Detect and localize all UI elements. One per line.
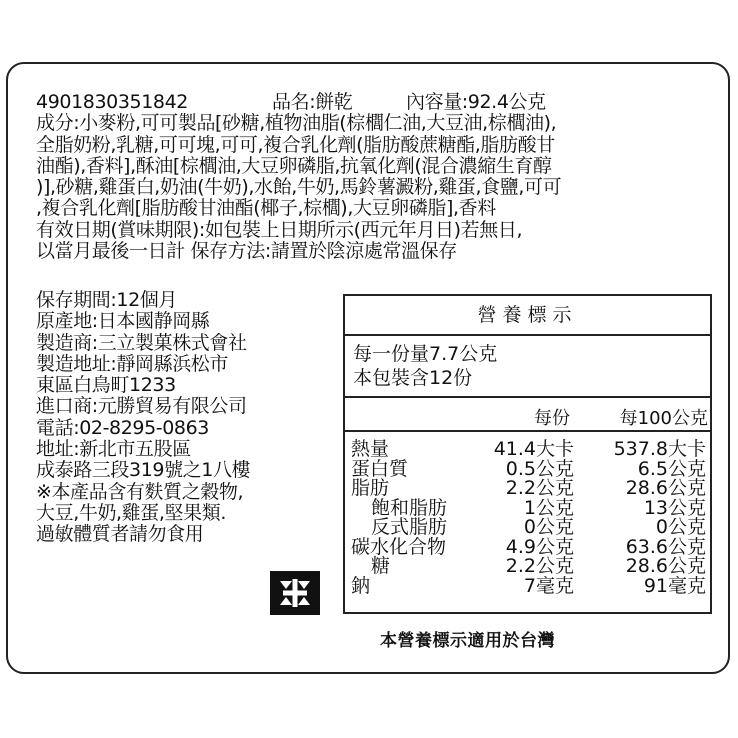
per-serving-value: 41.4大卡 (493, 438, 574, 460)
nutrition-title: 營養標示 (345, 296, 710, 336)
per-100g-value: 63.6公克 (625, 535, 706, 558)
barcode-number: 4901830351842 (36, 91, 188, 113)
nutrient-label: 飽和脂肪 (371, 496, 448, 519)
allergen-note-3: 過敏體質者請勿食用 (36, 523, 204, 546)
col-per-serving: 每份 (534, 408, 570, 429)
nutrient-label: 脂肪 (351, 477, 390, 499)
nutrient-label: 蛋白質 (351, 457, 409, 480)
manufacturer-address: 製造地址:靜岡縣浜松市 (36, 352, 229, 375)
left-info-column (36, 290, 336, 546)
address-2: 成泰路三段319號之1八樓 (36, 459, 251, 482)
nutrient-label: 熱量 (351, 438, 390, 460)
nutrient-label: 鈉 (351, 574, 371, 597)
servings-per-package: 本包裝含12份 (353, 367, 473, 389)
nutrient-label: 碳水化合物 (351, 535, 447, 558)
allergen-note-2: 大豆,牛奶,雞蛋,堅果類. (36, 501, 226, 524)
nutrition-row (345, 518, 710, 538)
nutrient-label: 糖 (371, 555, 391, 577)
nutrition-row (345, 440, 710, 460)
header-line (36, 92, 726, 113)
nutrition-row (345, 557, 710, 577)
per-100g-value: 537.8大卡 (613, 438, 706, 460)
per-serving-value: 7毫克 (523, 574, 574, 597)
nutrition-rows (345, 432, 710, 596)
importer: 進口商:元勝貿易有限公司 (36, 395, 247, 418)
column-headers (345, 398, 710, 432)
shelf-life: 保存期間:12個月 (36, 289, 177, 311)
nutrition-row (345, 574, 710, 597)
ingredients-line: ,複合乳化劑[脂肪酸甘油酯(椰子,棕櫚),大豆卵磷脂],香料 (36, 197, 496, 220)
recycle-icon (268, 569, 322, 617)
per-100g-value: 13公克 (643, 496, 706, 519)
per-serving-value: 4.9公克 (505, 535, 574, 558)
manufacturer: 製造商:三立製菓株式會社 (36, 331, 247, 354)
ingredients-line: 全脂奶粉,乳糖,可可塊,可可,複合乳化劑(脂肪酸蔗糖酯,脂肪酸甘 (36, 133, 555, 156)
nutrition-row (345, 479, 710, 499)
per-100g-value: 28.6公克 (625, 477, 706, 499)
net-content: 內容量:92.4公克 (406, 91, 546, 113)
serving-info (345, 336, 710, 398)
per-100g-value: 28.6公克 (625, 555, 706, 577)
per-serving-value: 0公克 (523, 516, 574, 538)
per-serving-value: 2.2公克 (505, 555, 574, 577)
col-per-100g: 每100公克 (619, 408, 708, 429)
nutrient-label: 反式脂肪 (371, 516, 448, 538)
per-serving-value: 1公克 (523, 496, 574, 519)
per-100g-value: 0公克 (655, 516, 706, 538)
storage-line: 以當月最後一日計 保存方法:請置於陰涼處常溫保存 (36, 240, 457, 263)
ingredients-line: )],砂糖,雞蛋白,奶油(牛奶),水飴,牛奶,馬鈴薯澱粉,雞蛋,食鹽,可可 (36, 176, 562, 199)
per-serving-value: 0.5公克 (505, 457, 574, 480)
nutrition-footnote: 本營養標示適用於台灣 (380, 631, 555, 651)
ingredients-line: 油酯),香料],酥油[棕櫚油,大豆卵磷脂,抗氧化劑(混合濃縮生育醇 (36, 154, 552, 177)
allergen-note: ※本產品含有麩質之穀物, (36, 480, 244, 503)
origin: 原產地:日本國静岡縣 (36, 310, 210, 333)
address: 地址:新北市五股區 (36, 438, 191, 461)
serving-size: 每一份量7.7公克 (353, 343, 498, 365)
phone: 電話:02-8295-0863 (36, 416, 209, 439)
manufacturer-address-2: 東區白鳥町1233 (36, 374, 176, 397)
per-100g-value: 91毫克 (643, 574, 706, 597)
per-serving-value: 2.2公克 (505, 477, 574, 499)
ingredients-line: 成分:小麥粉,可可製品[砂糖,植物油脂(棕櫚仁油,大豆油,棕櫚油), (36, 112, 557, 135)
expiry-line: 有效日期(賞味期限):如包裝上日期所示(西元年月日)若無日, (36, 218, 523, 241)
header-block (36, 92, 726, 262)
nutrition-facts-table (343, 294, 712, 614)
product-name: 品名:餅乾 (272, 91, 353, 113)
per-100g-value: 6.5公克 (637, 457, 706, 480)
